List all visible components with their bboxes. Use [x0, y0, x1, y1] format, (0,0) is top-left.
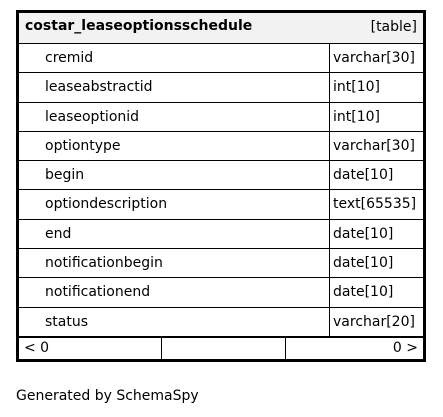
table-kind: [table]: [370, 19, 417, 35]
table-row: [19, 73, 423, 102]
relationship-footer: [19, 336, 423, 359]
column-name: optiondescription: [45, 196, 168, 213]
column-type: date[10]: [333, 284, 394, 301]
table-row: [19, 278, 423, 307]
table-row: [19, 220, 423, 249]
footer-divider: [285, 338, 286, 359]
table-row: [19, 190, 423, 219]
column-name: leaseoptionid: [45, 108, 140, 125]
column-type: date[10]: [333, 167, 394, 184]
column-type: text[65535]: [333, 196, 417, 213]
child-count: 0 >: [392, 340, 418, 356]
generator-credit: Generated by SchemaSpy: [16, 388, 199, 404]
column-divider: [329, 190, 330, 218]
table-node[interactable]: [16, 10, 426, 362]
column-divider: [329, 278, 330, 306]
column-name: notificationend: [45, 284, 151, 301]
column-name: notificationbegin: [45, 255, 163, 272]
table-header: [19, 13, 423, 44]
column-type: int[10]: [333, 79, 380, 96]
column-divider: [329, 220, 330, 248]
column-name: leaseabstractid: [45, 79, 153, 96]
column-type: date[10]: [333, 225, 394, 242]
column-type: varchar[30]: [333, 50, 415, 66]
column-type: varchar[30]: [333, 137, 415, 154]
table-row: [19, 103, 423, 132]
column-divider: [329, 161, 330, 189]
column-name: optiontype: [45, 137, 121, 154]
table-row: [19, 249, 423, 278]
table-name: costar_leaseoptionsschedule: [25, 18, 253, 34]
column-divider: [329, 249, 330, 277]
column-divider: [329, 308, 330, 337]
table-row: [19, 44, 423, 73]
column-type: date[10]: [333, 255, 394, 272]
column-divider: [329, 44, 330, 72]
table-row: [19, 308, 423, 337]
footer-divider: [161, 338, 162, 359]
column-list: [19, 44, 423, 337]
table-row: [19, 161, 423, 190]
column-divider: [329, 132, 330, 160]
column-name: begin: [45, 167, 85, 184]
column-name: status: [45, 313, 89, 330]
column-type: int[10]: [333, 108, 380, 125]
column-name: end: [45, 225, 72, 242]
column-type: varchar[20]: [333, 313, 415, 330]
column-divider: [329, 73, 330, 101]
parent-count: < 0: [24, 340, 50, 356]
column-name: cremid: [45, 50, 94, 66]
table-row: [19, 132, 423, 161]
column-divider: [329, 103, 330, 131]
